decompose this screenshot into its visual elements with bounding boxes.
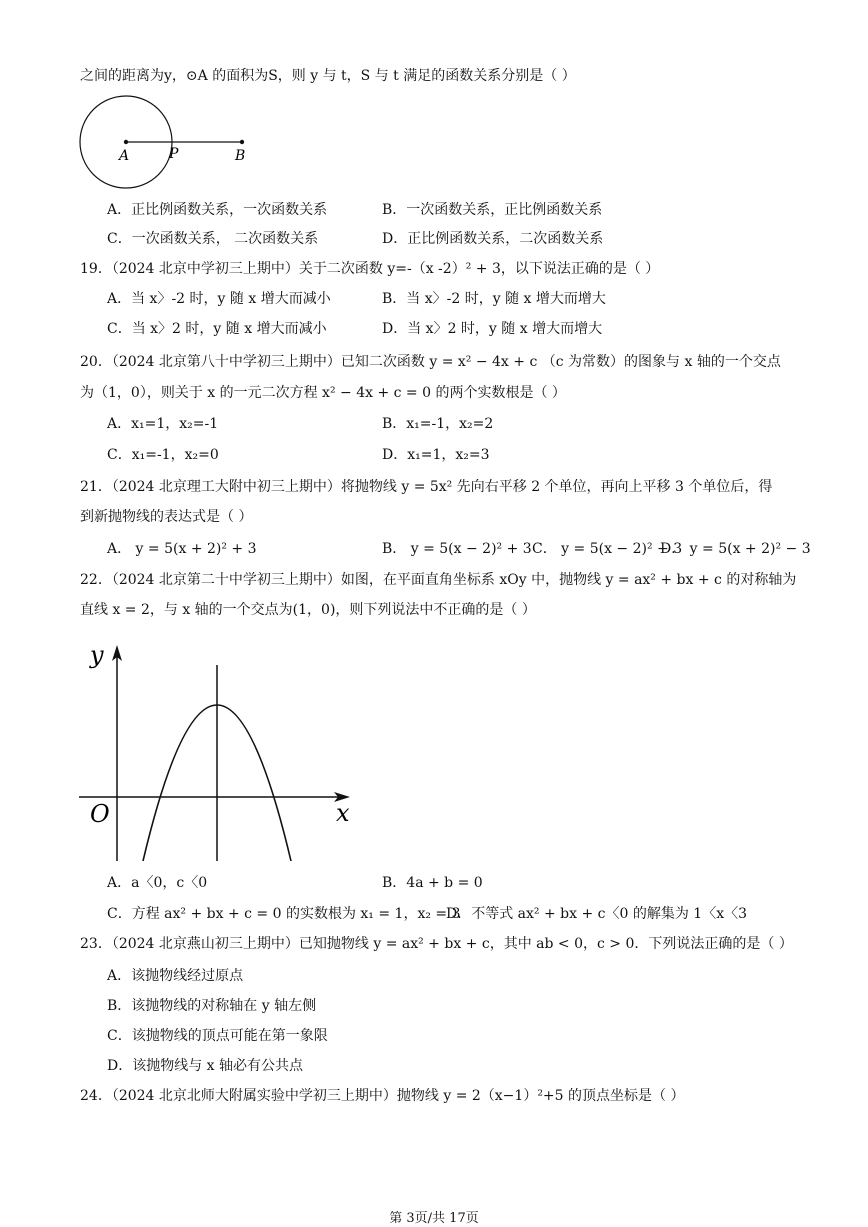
q19-option-b: B．当 x〉-2 时，y 随 x 增大而增大 — [382, 291, 606, 307]
q18-circle-figure — [70, 92, 250, 217]
q23-option-b: B．该抛物线的对称轴在 y 轴左侧 — [107, 998, 317, 1014]
q21-stem-line2: 到新抛物线的表达式是（ ） — [80, 509, 253, 525]
page-footer: 第 3页/共 17页 — [389, 1211, 479, 1226]
q21-option-c: C． y = 5(x − 2)² − 3 — [532, 541, 683, 557]
q19-stem: 19．（2024 北京中学初三上期中）关于二次函数 y=-（x -2）² + 3，以下说法正确的是（ ） — [80, 261, 660, 277]
label-p: P — [169, 146, 179, 162]
q19-option-a: A．当 x〉-2 时，y 随 x 增大而减小 — [107, 291, 331, 307]
label-b: B — [235, 148, 246, 164]
label-a: A — [119, 148, 130, 164]
q22-parabola-graph — [74, 633, 374, 868]
q20-option-b: B．x₁=-1，x₂=2 — [382, 416, 494, 432]
q20-stem-line2: 为（1，0），则关于 x 的一元二次方程 x² − 4x + c = 0 的两个实数根是（ ） — [80, 385, 566, 401]
y-axis-label: y — [90, 641, 104, 669]
q20-option-c: C．x₁=-1，x₂=0 — [107, 447, 219, 463]
q22-stem-line2: 直线 x = 2，与 x 轴的一个交点为(1，0)，则下列说法中不正确的是（ ） — [80, 602, 536, 618]
point-b — [240, 140, 244, 144]
q21-option-a: A． y = 5(x + 2)² + 3 — [107, 541, 257, 557]
point-a — [124, 140, 128, 144]
q23-option-a: A．该抛物线经过原点 — [107, 968, 244, 984]
q22-option-a: A．a〈0，c〈0 — [107, 875, 208, 891]
q24-stem: 24．（2024 北京北师大附属实验中学初三上期中）抛物线 y = 2（x−1）²+5 的顶点坐标是（ ） — [80, 1088, 685, 1104]
origin-label: O — [90, 800, 110, 828]
q21-option-d: D． y = 5(x + 2)² − 3 — [660, 541, 811, 557]
q19-option-c: C．当 x〉2 时，y 随 x 增大而减小 — [107, 321, 327, 337]
q18-option-a: A．正比例函数关系，一次函数关系 — [107, 202, 328, 218]
q18-option-c: C．一次函数关系， 二次函数关系 — [107, 231, 319, 247]
q23-option-d: D．该抛物线与 x 轴必有公共点 — [107, 1058, 304, 1074]
q22-option-c: C．方程 ax² + bx + c = 0 的实数根为 x₁ = 1，x₂ = 3 — [107, 906, 461, 922]
q19-option-d: D．当 x〉2 时，y 随 x 增大而增大 — [382, 321, 603, 337]
q22-option-b: B．4a + b = 0 — [382, 875, 483, 891]
q23-stem: 23．（2024 北京燕山初三上期中）已知抛物线 y = ax² + bx + c，其中 ab < 0，c > 0．下列说法正确的是（ ） — [80, 936, 793, 952]
q21-option-b: B． y = 5(x − 2)² + 3 — [382, 541, 532, 557]
q21-stem-line1: 21．（2024 北京理工大附中初三上期中）将抛物线 y = 5x² 先向右平移 2 个单位，再向上平移 3 个单位后，得 — [80, 479, 773, 495]
x-axis-label: x — [336, 799, 350, 827]
q18-stem-tail: 之间的距离为y，⊙A 的面积为S，则 y 与 t，S 与 t 满足的函数关系分别是（ ） — [80, 68, 576, 84]
q20-option-d: D．x₁=1，x₂=3 — [382, 447, 490, 463]
q20-stem-line1: 20．（2024 北京第八十中学初三上期中）已知二次函数 y = x² − 4x + c （c 为常数）的图象与 x 轴的一个交点 — [80, 354, 781, 370]
q23-option-c: C．该抛物线的顶点可能在第一象限 — [107, 1028, 328, 1044]
q18-option-d: D．正比例函数关系，二次函数关系 — [382, 231, 604, 247]
q22-stem-line1: 22．（2024 北京第二十中学初三上期中）如图，在平面直角坐标系 xOy 中，抛物线 y = ax² + bx + c 的对称轴为 — [80, 572, 797, 588]
q18-option-b: B．一次函数关系，正比例函数关系 — [382, 202, 603, 218]
q22-option-d: D．不等式 ax² + bx + c〈0 的解集为 1〈x〈3 — [446, 906, 748, 922]
q20-option-a: A．x₁=1，x₂=-1 — [107, 416, 219, 432]
